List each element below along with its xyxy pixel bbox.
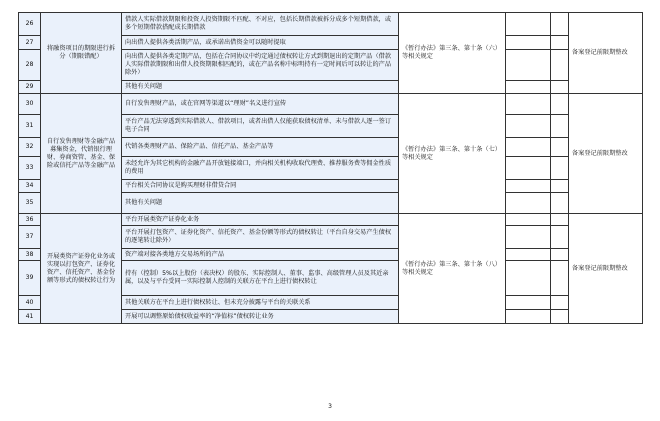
blank-cell (506, 138, 551, 157)
item-cell: 向出借人提供各类定期产品，包括在合同协议中约定通过债权转让方式到期退出的定期产品（借款人实际借款期限和出借人投资期限相匹配的，或在产品名称中标明持有一定时间后可以转让的产品除外） (122, 50, 399, 81)
blank-cell (506, 115, 551, 138)
item-cell: 平台产品无法穿透到实际借款人、借款项目，或者出借人仅能获取债权清单、未与借款人逐一签订电子合同 (122, 115, 399, 138)
item-cell: 持有（控制）5%以上股份（表决权）的股东、实际控制人、董事、监事、高级管理人员及其近亲属，以及与平台受同一实际控制人控制的关联方在平台上进行债权转让 (122, 261, 399, 296)
inspection-table (18, 12, 643, 324)
blank-cell (506, 261, 551, 296)
item-cell: 其他关联方在平台上进行债权转让、但未充分披露与平台的关联关系 (122, 296, 399, 310)
blank-cell (551, 81, 569, 94)
item-cell: 代销各类理财产品、保险产品、信托产品、基金产品等 (122, 138, 399, 157)
item-cell: 资产端对接各类地方交易场所的产品 (122, 249, 399, 261)
blank-cell (506, 157, 551, 180)
category-cell: 自行发售理财等金融产品募集资金，代销银行理财、券商资管、基金、保险或信托产品等金融产品 (41, 94, 122, 214)
item-cell: 自行发售理财产品，或在官网等渠道以“理财”名义进行宣传 (122, 94, 399, 115)
blank-cell (506, 249, 551, 261)
blank-cell (551, 157, 569, 180)
blank-cell (551, 226, 569, 249)
blank-cell (551, 180, 569, 193)
item-cell: 借款人实际借款期限和投资人投资期限不匹配、不对应，包括长期借款被拆分成多个短期借款，或多个短期借款搭配成长期借款 (122, 13, 399, 36)
blank-cell (506, 36, 551, 50)
blank-cell (551, 249, 569, 261)
blank-cell (551, 214, 569, 226)
blank-cell (506, 214, 551, 226)
blank-cell (506, 94, 551, 115)
row-number: 27 (19, 36, 41, 50)
blank-cell (506, 193, 551, 214)
blank-cell (506, 81, 551, 94)
row-number: 33 (19, 157, 41, 180)
basis-cell: 《暂行办法》第三条、第十条（六）等相关规定 (399, 13, 506, 94)
blank-cell (506, 180, 551, 193)
page-number: 3 (328, 403, 332, 410)
blank-cell (506, 296, 551, 310)
row-number: 35 (19, 193, 41, 214)
blank-cell (551, 115, 569, 138)
row-number: 39 (19, 261, 41, 296)
blank-cell (506, 310, 551, 324)
requirement-cell: 备案登记前限期整改 (569, 214, 643, 324)
requirement-cell: 备案登记前限期整改 (569, 94, 643, 214)
blank-cell (551, 138, 569, 157)
blank-cell (506, 50, 551, 81)
row-number: 40 (19, 296, 41, 310)
row-number: 29 (19, 81, 41, 94)
blank-cell (551, 36, 569, 50)
blank-cell (551, 296, 569, 310)
blank-cell (551, 193, 569, 214)
row-number: 38 (19, 249, 41, 261)
item-cell: 向出借人提供各类活期产品，或承诺出借资金可以随时提取 (122, 36, 399, 50)
item-cell: 平台开展类资产证券化业务 (122, 214, 399, 226)
table-row (19, 214, 643, 226)
row-number: 34 (19, 180, 41, 193)
item-cell: 其他有关问题 (122, 193, 399, 214)
row-number: 28 (19, 50, 41, 81)
row-number: 32 (19, 138, 41, 157)
item-cell: 其他有关问题 (122, 81, 399, 94)
row-number: 36 (19, 214, 41, 226)
table-row (19, 13, 643, 36)
item-cell: 未经允许为其它机构的金融产品开放链接端口，并向相关机构收取代理费、推荐服务费等佣金性质的费用 (122, 157, 399, 180)
item-cell: 平台开展打包资产、证券化资产、信托资产、基金份额等形式的债权转让（平台自身交易产生债权的逐笔转让除外） (122, 226, 399, 249)
item-cell: 平台相关合同协议是购买理财非借贷合同 (122, 180, 399, 193)
row-number: 30 (19, 94, 41, 115)
row-number: 26 (19, 13, 41, 36)
row-number: 41 (19, 310, 41, 324)
row-number: 31 (19, 115, 41, 138)
blank-cell (551, 13, 569, 36)
table-row (19, 94, 643, 115)
basis-cell: 《暂行办法》第三条、第十条（八）等相关规定 (399, 214, 506, 324)
row-number: 37 (19, 226, 41, 249)
blank-cell (506, 13, 551, 36)
blank-cell (551, 94, 569, 115)
blank-cell (551, 310, 569, 324)
blank-cell (506, 226, 551, 249)
category-cell: 将融资项目的期限进行拆分（期限错配） (41, 13, 122, 94)
basis-cell: 《暂行办法》第三条、第十条（七）等相关规定 (399, 94, 506, 214)
blank-cell (551, 50, 569, 81)
blank-cell (551, 261, 569, 296)
requirement-cell: 备案登记前限期整改 (569, 13, 643, 94)
item-cell: 开展可以调整原始债权收益率的“净值标”债权转让业务 (122, 310, 399, 324)
category-cell: 开展类资产证券化业务或实现以打包资产、证券化资产、信托资产、基金份额等形式的债权转让行为 (41, 214, 122, 324)
